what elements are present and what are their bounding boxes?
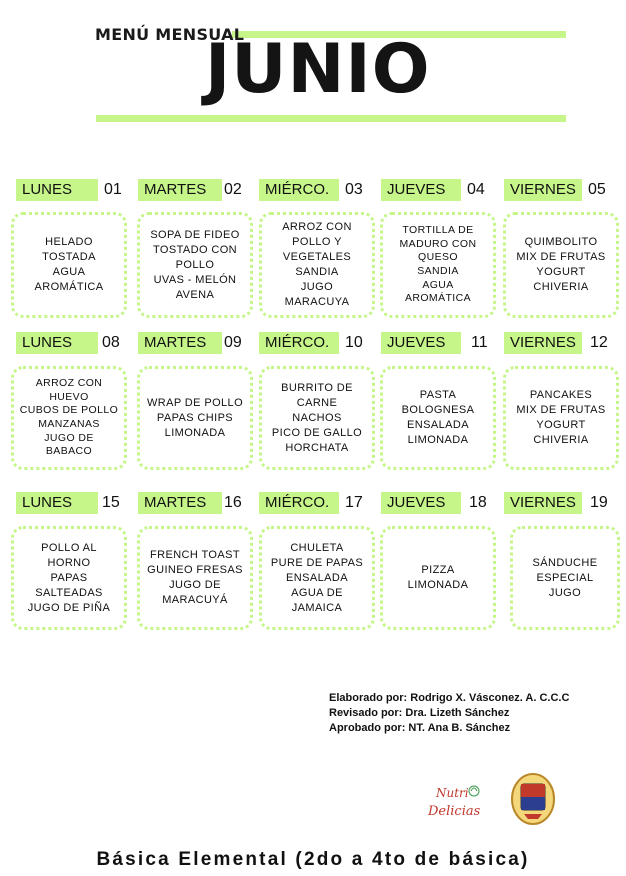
menu-items: WRAP DE POLLO PAPAS CHIPS LIMONADA [146,396,244,439]
day-number: 12 [590,334,608,351]
month-title: JUNIO [205,30,431,109]
day-name: MIÉRCO. [259,179,339,201]
menu-card [503,212,619,318]
day-name: LUNES [16,332,98,354]
menu-card [503,366,619,470]
day-name: MARTES [138,492,222,514]
day-name: MARTES [138,179,222,201]
menu-items: FRENCH TOAST GUINEO FRESAS JUGO DE MARACUYÁ [147,549,243,606]
menu-items: CHULETA PURE DE PAPAS ENSALADA AGUA DE JAMAICA [270,541,364,614]
credits [329,691,569,736]
menu-items: PASTA BOLOGNESA ENSALADA LIMONADA [401,389,475,446]
menu-card [510,526,620,630]
day-name: MARTES [138,332,222,354]
menu-card [380,366,496,470]
day-name: VIERNES [504,179,582,201]
day-number: 17 [345,494,363,511]
menu-card [137,366,253,470]
day-name: VIERNES [504,492,582,514]
day-number: 10 [345,334,363,351]
logo-text-nutri: Nutri [436,786,469,800]
day-name: VIERNES [504,332,582,354]
day-number: 18 [469,494,487,511]
day-name: LUNES [16,492,98,514]
day-number: 16 [224,494,242,511]
day-name: MIÉRCO. [259,492,339,514]
menu-items: ARROZ CON HUEVO CUBOS DE POLLO MANZANAS JUGO DE BABACO [19,377,119,458]
day-name: MIÉRCO. [259,332,339,354]
day-name: JUEVES [381,492,461,514]
menu-items: ARROZ CON POLLO Y VEGETALES SANDIA JUGO MARACUYA [282,221,352,308]
day-number: 03 [345,181,363,198]
credits-prepared-by: Elaborado por: Rodrigo X. Vásconez. A. C.C.C [329,692,570,704]
menu-items: POLLO AL HORNO PAPAS SALTEADAS JUGO DE PIÑA [27,541,111,614]
day-number: 05 [588,181,606,198]
credits-reviewed-by: Revisado por: Dra. Lizeth Sánchez [329,707,510,719]
day-number: 11 [471,334,488,351]
day-number: 04 [467,181,485,198]
day-number: 15 [102,494,120,511]
menu-items: PIZZA LIMONADA [407,564,469,591]
day-number: 08 [102,334,120,351]
day-number: 01 [104,181,122,198]
day-name: JUEVES [381,332,461,354]
menu-items: QUIMBOLITO MIX DE FRUTAS YOGURT CHIVERIA [516,236,606,293]
menu-card [11,366,127,470]
menu-items: SOPA DE FIDEO TOSTADO CON POLLO UVAS - MELÓN AVENA [150,228,240,301]
menu-card [11,212,127,318]
menu-items: PANCAKES MIX DE FRUTAS YOGURT CHIVERIA [516,389,606,446]
menu-items: TORTILLA DE MADURO CON QUESO SANDIA AGUA AROMÁTICA [399,224,477,305]
menu-card [137,526,253,630]
day-number: 02 [224,181,242,198]
footer-level: Básica Elemental (2do a 4to de básica) [96,849,530,870]
menu-card [259,526,375,630]
day-name: JUEVES [381,179,461,201]
day-name: LUNES [16,179,98,201]
credits-approved-by: Aprobado por: NT. Ana B. Sánchez [329,722,511,734]
school-crest-icon [510,772,556,826]
menu-card [380,212,496,318]
day-number: 09 [224,334,242,351]
logo-text-delicias: Delicias [428,804,481,819]
menu-label: MENÚ MENSUAL [95,25,245,44]
menu-card [259,212,375,318]
menu-card [137,212,253,318]
menu-items: BURRITO DE CARNE NACHOS PICO DE GALLO HORCHATA [271,381,363,454]
nutri-delicias-logo [422,779,490,821]
menu-card [259,366,375,470]
header-accent-bar-bottom [96,115,566,122]
menu-card [11,526,127,630]
menu-items: HELADO TOSTADA AGUA AROMÁTICA [34,236,104,293]
menu-items: SÁNDUCHE ESPECIAL JUGO [532,556,598,599]
day-number: 19 [590,494,608,511]
menu-card [380,526,496,630]
